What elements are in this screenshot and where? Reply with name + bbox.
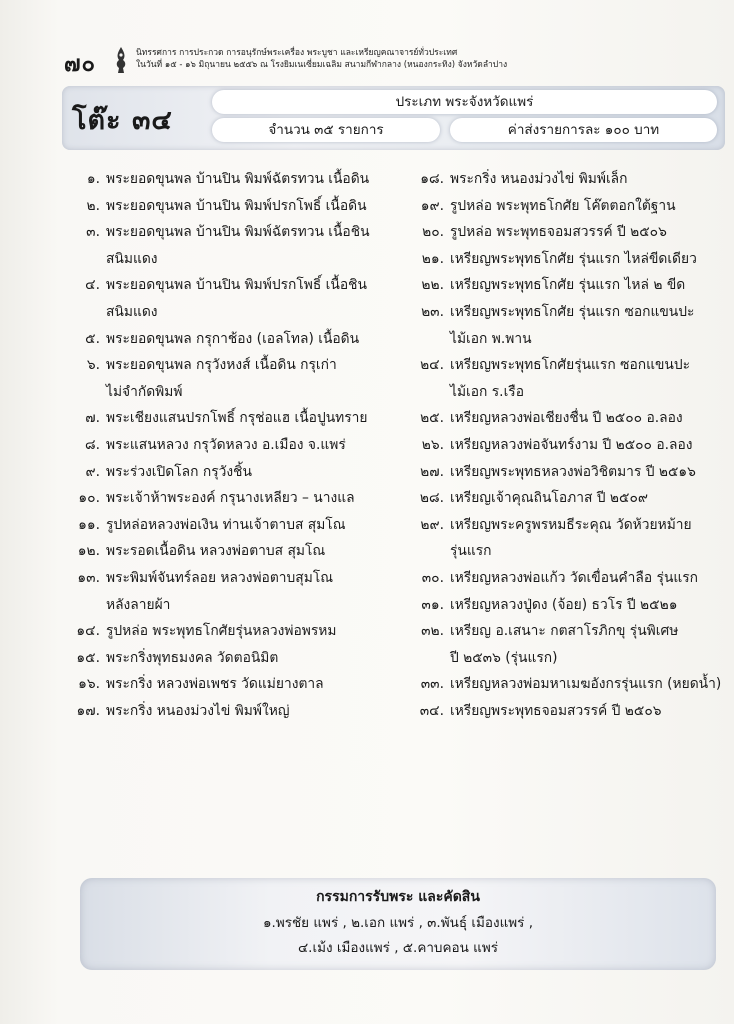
item-text: พระกริ่ง หนองม่วงไข่ พิมพ์ใหญ่ (106, 702, 290, 719)
item-number: ๒๘. (419, 490, 444, 507)
item-text: พระเชียงแสนปรกโพธิ์ กรุช่อแฮ เนื้อปูนทราย (106, 410, 368, 427)
left-item-list (66, 166, 396, 724)
list-item (66, 299, 396, 326)
item-text: รูปหล่อ พระพุทธโกศัยรุ่นหลวงพ่อพรหม (106, 623, 337, 640)
table-banner (62, 86, 725, 150)
list-item (410, 698, 725, 725)
list-item (410, 512, 725, 539)
item-number: ๒๑. (421, 250, 444, 267)
item-number: ๓. (86, 224, 100, 241)
item-text: เหรียญพระพุทธจอมสวรรค์ ปี ๒๕๐๖ (450, 702, 662, 719)
item-number: ๒๗. (420, 463, 444, 480)
item-number: ๓๐. (421, 569, 444, 586)
list-item (410, 166, 725, 193)
item-number (66, 379, 106, 406)
list-item (410, 193, 725, 220)
item-text: รูปหล่อ พระพุทธจอมสวรรค์ ปี ๒๕๐๖ (450, 224, 667, 241)
item-text: พระร่วงเปิดโลก กรุวังชิ้น (106, 463, 252, 480)
list-item (66, 432, 396, 459)
item-text: เหรียญหลวงพ่อจันทร์งาม ปี ๒๕๐๐ อ.ลอง (450, 436, 693, 453)
item-number (410, 538, 450, 565)
item-number: ๓๒. (421, 623, 444, 640)
item-text: พระยอดขุนพล บ้านปิน พิมพ์ปรกโพธิ์ เนื้อดิน (106, 197, 367, 214)
item-number (66, 299, 106, 326)
list-item (66, 459, 396, 486)
list-item (410, 246, 725, 273)
item-number: ๗. (85, 410, 100, 427)
list-item (66, 405, 396, 432)
item-number: ๒๔. (420, 357, 444, 374)
item-text: สนิมแดง (106, 250, 158, 267)
item-text: พระกริ่งพุทธมงคล วัดตอนิมิต (106, 649, 279, 666)
list-item (66, 538, 396, 565)
committee-box (80, 878, 716, 970)
item-number: ๑๔. (76, 623, 100, 640)
item-text: พระยอดขุนพล กรุกาช้อง (เอลโทล) เนื้อดิน (106, 330, 360, 347)
item-number: ๑๙. (420, 197, 444, 214)
list-item (410, 459, 725, 486)
list-item (66, 618, 396, 645)
item-number: ๓๑. (421, 596, 444, 613)
item-text: พระพิมพ์จันทร์ลอย หลวงพ่อตาบสุมโณ (106, 569, 334, 586)
list-item (66, 512, 396, 539)
list-item (410, 405, 725, 432)
item-number: ๔. (85, 277, 100, 294)
header-line-1: นิทรรศการ การประกวด การอนุรักษ์พระเครื่อง พระบูชา และเหรียญคณาจารย์ทั่วประเทศ (136, 48, 458, 58)
list-item (410, 272, 725, 299)
list-item (410, 432, 725, 459)
list-item (66, 485, 396, 512)
list-item (410, 219, 725, 246)
item-number: ๒๐. (422, 224, 444, 241)
item-text: เหรียญพระครูพรหมธีระคุณ วัดห้วยหม้าย (450, 516, 692, 533)
item-text: พระแสนหลวง กรุวัดหลวง อ.เมือง จ.แพร่ (106, 436, 346, 453)
item-number: ๕. (85, 330, 100, 347)
item-text: ไม้เอก ร.เรือ (450, 383, 524, 400)
item-number: ๑. (86, 171, 100, 187)
item-text: พระเจ้าห้าพระองค์ กรุนางเหลียว – นางแล (106, 490, 355, 507)
list-item (410, 618, 725, 645)
item-text: รูปหล่อ พระพุทธโกศัย โค๊ตตอกใต้ฐาน (450, 197, 676, 214)
list-item (410, 485, 725, 512)
item-text: พระรอดเนื้อดิน หลวงพ่อตาบส สุมโณ (106, 543, 326, 560)
item-number: ๘. (84, 436, 100, 453)
list-item (66, 592, 396, 619)
list-item (66, 219, 396, 246)
item-number (66, 592, 106, 619)
list-item (66, 698, 396, 725)
item-number: ๑๘. (420, 171, 444, 187)
item-number: ๑๒. (77, 543, 100, 560)
item-text: เหรียญ อ.เสนาะ กตสาโรภิกขุ รุ่นพิเศษ (450, 623, 679, 640)
item-text: เหรียญพระพุทธโกศัย รุ่นแรก ไหล่ขีดเดียว (450, 250, 697, 267)
list-item (410, 565, 725, 592)
table-label: โต๊ะ ๓๔ (72, 105, 173, 136)
page-header (64, 44, 724, 80)
item-text: เหรียญหลวงพ่อมหาเมฆอังกรรุ่นแรก (หยดน้ำ) (450, 676, 722, 693)
item-text: พระยอดขุนพล บ้านปิน พิมพ์ปรกโพธิ์ เนื้อชิน (106, 277, 367, 294)
list-item (66, 246, 396, 273)
item-number: ๒๖. (421, 436, 444, 453)
item-text: เหรียญหลวงพ่อเชียงชื่น ปี ๒๕๐๐ อ.ลอง (450, 410, 683, 427)
list-item (66, 379, 396, 406)
list-item (66, 565, 396, 592)
list-item (66, 166, 396, 193)
item-number: ๒๒. (421, 277, 444, 294)
list-item (410, 538, 725, 565)
item-text: พระยอดขุนพล กรุวังหงส์ เนื้อดิน กรุเก่า (106, 357, 337, 374)
list-item (410, 592, 725, 619)
item-number (66, 246, 106, 273)
category-pill: ประเภท พระจังหวัดแพร่ (212, 90, 717, 114)
list-item (410, 299, 725, 326)
item-number: ๒๙. (420, 516, 444, 533)
item-text: เหรียญเจ้าคุณถินโอภาส ปี ๒๕๐๙ (450, 490, 648, 507)
item-number: ๓๔. (419, 702, 444, 719)
item-text: เหรียญพระพุทธโกศัย รุ่นแรก ซอกแขนปะ (450, 303, 695, 320)
item-number: ๑๐. (78, 490, 100, 507)
item-text: เหรียญพระพุทธหลวงพ่อวิชิตมาร ปี ๒๕๑๖ (450, 463, 696, 480)
item-text: เหรียญพระพุทธโกศัย รุ่นแรก ไหล่ ๒ ขีด (450, 277, 686, 294)
item-number: ๒. (86, 197, 100, 214)
item-text: พระกริ่ง หนองม่วงไข่ พิมพ์เล็ก (450, 171, 628, 187)
header-text (136, 47, 507, 71)
page-number: ๗๐ (64, 51, 96, 77)
list-item (66, 193, 396, 220)
item-text: ไม้เอก พ.พาน (450, 330, 532, 347)
right-item-list (410, 166, 725, 724)
item-number: ๑๖. (78, 676, 100, 693)
fee-pill: ค่าส่งรายการละ ๑๐๐ บาท (450, 118, 717, 142)
item-text: พระยอดขุนพล บ้านปิน พิมพ์ฉัตรทวน เนื้อชิน (106, 224, 370, 241)
header-line-2: ในวันที่ ๑๕ - ๑๖ มิถุนายน ๒๕๕๖ ณ โรงยิมเนเซี่ยมเฉลิม สนามกีฬากลาง (หนองกระทิง) จังหวัดลำปาง (136, 60, 508, 70)
list-item (66, 326, 396, 353)
item-number: ๙. (85, 463, 100, 480)
item-number: ๒๓. (421, 303, 444, 320)
list-item (66, 352, 396, 379)
item-number: ๑๕. (76, 649, 100, 666)
list-item (410, 379, 725, 406)
item-number (410, 645, 450, 672)
item-number: ๑๗. (76, 702, 100, 719)
item-number (410, 379, 450, 406)
item-text: หลังลายผ้า (106, 596, 171, 613)
item-text: รุ่นแรก (450, 543, 492, 560)
item-text: รูปหล่อหลวงพ่อเงิน ท่านเจ้าตาบส สุมโณ (106, 516, 346, 533)
item-number: ๒๕. (420, 410, 444, 427)
item-text: ปี ๒๕๓๖ (รุ่นแรก) (450, 649, 558, 666)
list-item (66, 671, 396, 698)
item-number: ๖. (86, 357, 100, 374)
item-text: เหรียญหลวงปู่ดง (จ้อย) ธวโร ปี ๒๕๒๑ (450, 596, 678, 613)
item-number: ๓๓. (420, 676, 444, 693)
list-item (66, 645, 396, 672)
list-item (410, 671, 725, 698)
item-text: เหรียญหลวงพ่อแก้ว วัดเขื่อนคำลือ รุ่นแรก (450, 569, 699, 586)
item-number: ๑๑. (78, 516, 100, 533)
list-item (410, 352, 725, 379)
item-text: สนิมแดง (106, 303, 158, 320)
item-number (410, 326, 450, 353)
list-item (410, 326, 725, 353)
item-text: พระกริ่ง หลวงพ่อเพชร วัดแม่ยางตาล (106, 676, 324, 693)
item-number: ๑๓. (77, 569, 100, 586)
list-item (410, 645, 725, 672)
count-pill: จำนวน ๓๕ รายการ (212, 118, 440, 142)
committee-line-2: ๔.เม้ง เมืองแพร่ , ๕.คาบคอน แพร่ (297, 940, 499, 956)
emblem-icon (114, 46, 128, 74)
committee-title: กรรมการรับพระ และคัดสิน (316, 889, 480, 905)
list-item (66, 272, 396, 299)
committee-line-1: ๑.พรชัย แพร่ , ๒.เอก แพร่ , ๓.พันธุ์ เมืองแพร่ , (262, 915, 534, 931)
item-text: ไม่จำกัดพิมพ์ (106, 383, 183, 400)
item-text: เหรียญพระพุทธโกศัยรุ่นแรก ซอกแขนปะ (450, 357, 691, 374)
item-text: พระยอดขุนพล บ้านปิน พิมพ์ฉัตรทวน เนื้อดิน (106, 171, 370, 187)
